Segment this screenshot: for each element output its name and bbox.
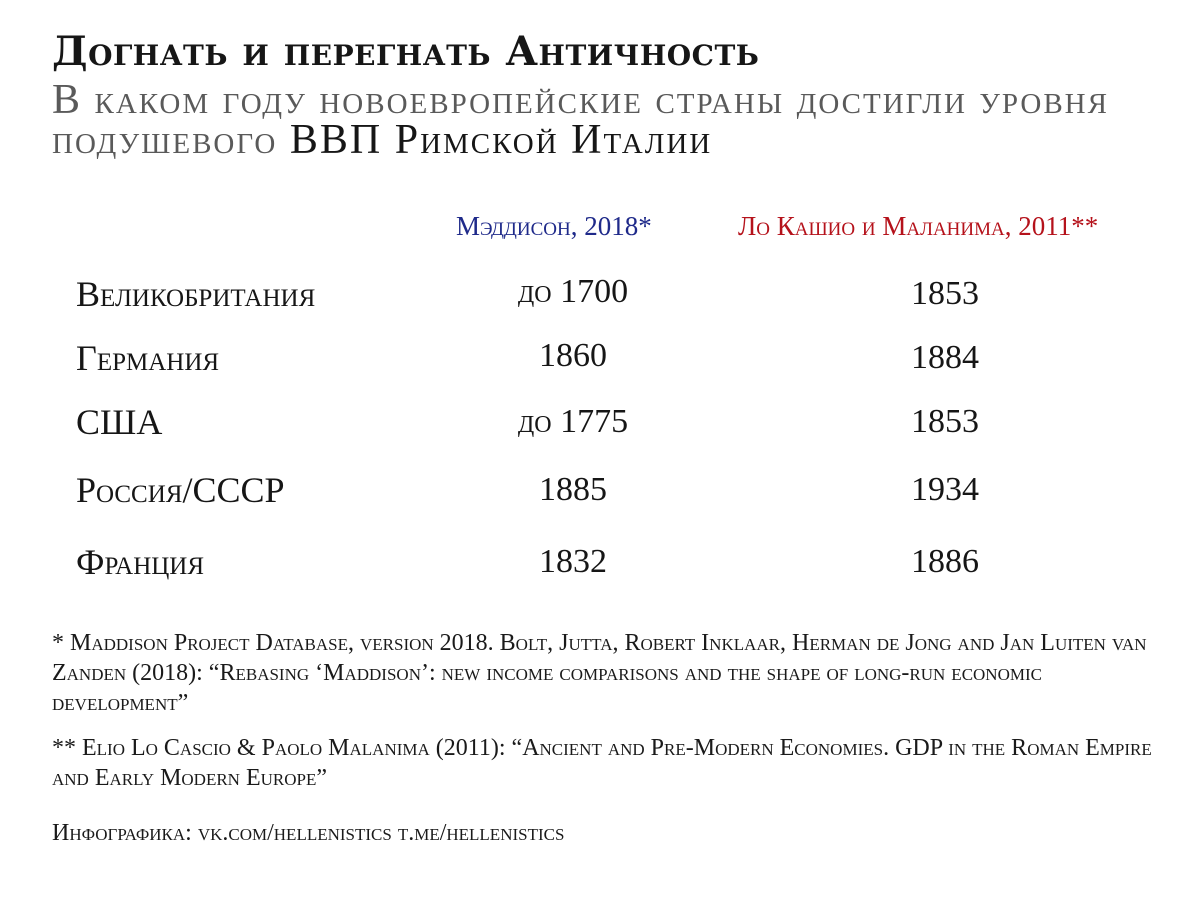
cell-locascio-year: 1886	[911, 543, 979, 580]
cell-maddison-year: до 1775	[517, 403, 629, 440]
subtitle-part-dark: ВВП Римской Италии	[289, 117, 713, 163]
footnote-locascio: ** Elio Lo Cascio & Paolo Malanima (2011): “Ancient and Pre-Modern Economies. GDP in the Roman Empire and Early Modern Europe”	[52, 735, 1152, 791]
column-header-locascio: Ло Кашио и Маланима, 2011**	[738, 211, 1099, 241]
cell-locascio-year: 1934	[911, 471, 979, 508]
row-country-label: Россия/СССР	[76, 470, 285, 510]
page-title: Догнать и перегнать Античность	[52, 28, 760, 75]
page-subtitle	[52, 77, 1152, 163]
cell-locascio-year: 1853	[911, 403, 979, 440]
row-country-label: Великобритания	[76, 274, 316, 314]
column-header-maddison: Мэддисон, 2018*	[456, 211, 652, 241]
cell-locascio-year: 1853	[911, 275, 979, 312]
cell-maddison-year: 1885	[539, 471, 607, 508]
footnote-maddison: * Maddison Project Database, version 2018. Bolt, Jutta, Robert Inklaar, Herman de Jong and Jan Luiten van Zanden (2018): “Rebasing ‘Maddison’: new income comparisons and the shape of long-run economic development”	[52, 630, 1147, 716]
cell-maddison-year: 1832	[539, 543, 607, 580]
row-country-label: Германия	[76, 338, 220, 378]
cell-maddison-year: 1860	[539, 337, 607, 374]
cell-maddison-year: до 1700	[517, 273, 629, 310]
cell-locascio-year: 1884	[911, 339, 979, 376]
row-country-label: Франция	[76, 542, 205, 582]
infographic-credit: Инфографика: vk.com/hellenistics t.me/hellenistics	[52, 820, 565, 846]
subtitle-part-grey: В каком году новоевропейские страны достигли уровня подушевого	[52, 77, 1109, 163]
row-country-label: США	[76, 402, 163, 442]
